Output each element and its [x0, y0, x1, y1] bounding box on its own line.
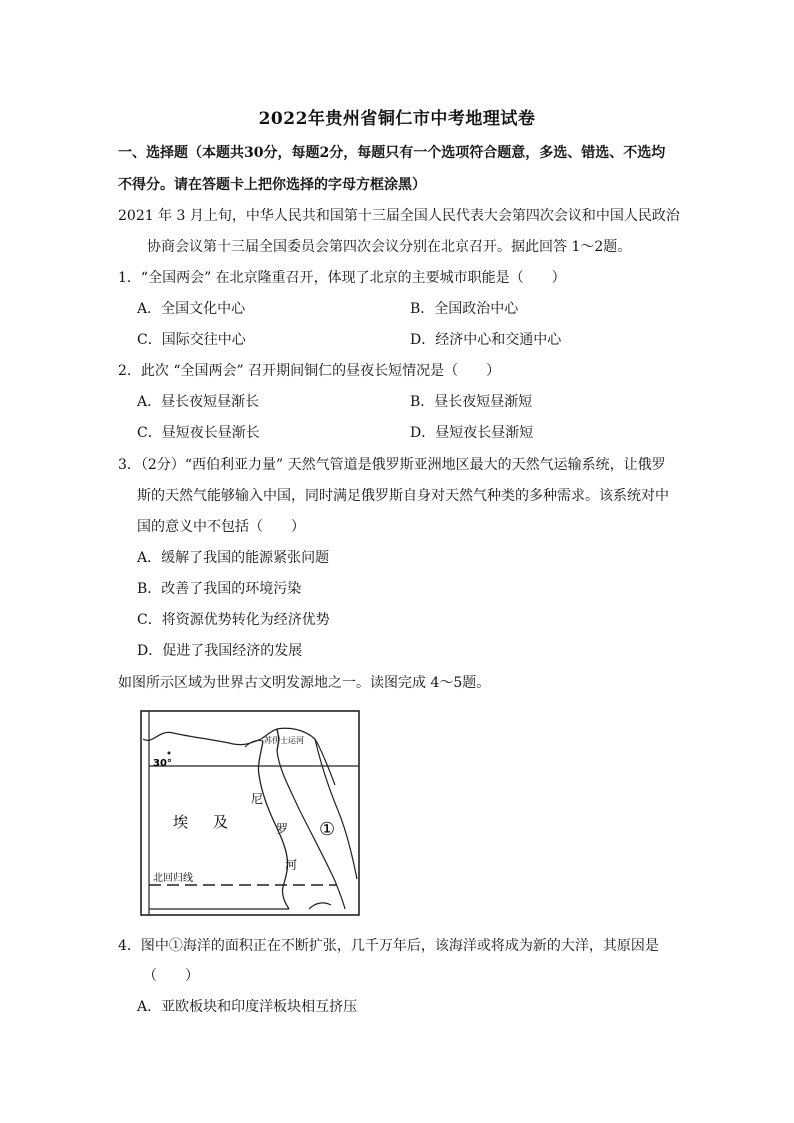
q2-option-b[interactable]: B．昼长夜短昼渐短: [410, 394, 533, 410]
q1-option-b[interactable]: B．全国政治中心: [410, 301, 519, 317]
intro-paragraph-line2: 协商会议第十三届全国委员会第四次会议分别在北京召开。据此回答 1～2题。: [147, 239, 632, 255]
q3-option-c[interactable]: C．将资源优势转化为经济优势: [137, 612, 330, 628]
q3-stem-line1: 3．（2分）“西伯利亚力量” 天然气管道是俄罗斯亚洲地区最大的天然气运输系统，让俄罗: [118, 457, 666, 473]
nile-label-3: 河: [285, 858, 298, 872]
egypt-label-2: 及: [213, 813, 229, 831]
nile-label-1: 尼: [251, 792, 264, 806]
marker-1-label: ①: [319, 819, 336, 840]
coast-tail: [309, 903, 331, 909]
section-heading-line1: 一、选择题（本题共30分，每题2分，每题只有一个选项符合题意，多选、错选、不选均: [118, 145, 666, 161]
intro-paragraph-line1: 2021 年 3 月上旬，中华人民共和国第十三届全国人民代表大会第四次会议和中国人民政治: [118, 208, 680, 224]
q2-stem: 2．此次 “全国两会” 召开期间铜仁的昼夜长短情况是（ ）: [118, 363, 501, 379]
red-sea-east-coast: [315, 739, 357, 879]
q1-option-a[interactable]: A．全国文化中心: [137, 301, 246, 317]
q1-option-d[interactable]: D．经济中心和交通中心: [410, 332, 562, 348]
q2-option-d[interactable]: D．昼短夜长昼渐短: [410, 425, 534, 441]
section-heading-line2: 不得分。请在答题卡上把你选择的字母方框涂黑）: [118, 177, 426, 193]
tropic-label: 北回归线: [153, 873, 193, 884]
q3-stem-line2: 斯的天然气能够输入中国，同时满足俄罗斯自身对天然气种类的多种需求。该系统对中: [137, 488, 669, 504]
q3-stem-line3: 国的意义中不包括（ ）: [137, 519, 305, 535]
egypt-map-figure: [139, 709, 361, 917]
q3-option-d[interactable]: D．促进了我国经济的发展: [137, 643, 303, 659]
suez-canal-label: 苏伊士运河: [264, 736, 304, 745]
coastline: [143, 729, 277, 745]
q4-stem-line2: （ ）: [143, 968, 199, 984]
q4-stem-line1: 4．图中①海洋的面积正在不断扩张，几千万年后，该海洋或将成为新的大洋，其原因是: [118, 938, 659, 954]
egypt-label-1: 埃: [173, 813, 189, 831]
q1-option-c[interactable]: C．国际交往中心: [137, 332, 246, 348]
q3-option-b[interactable]: B．改善了我国的环境污染: [137, 581, 302, 597]
nile-label-2: 罗: [276, 822, 289, 836]
q2-option-a[interactable]: A．昼长夜短昼渐长: [137, 394, 260, 410]
q3-option-a[interactable]: A．缓解了我国的能源紧张问题: [137, 550, 330, 566]
q4-option-a[interactable]: A．亚欧板块和印度洋板块相互挤压: [137, 999, 358, 1015]
city-dot: [168, 752, 171, 755]
q2-option-c[interactable]: C．昼短夜长昼渐长: [137, 425, 260, 441]
q1-stem: 1．“全国两会” 在北京隆重召开，体现了北京的主要城市职能是（ ）: [118, 270, 566, 286]
page-title: 2022年贵州省铜仁市中考地理试卷: [258, 109, 536, 129]
intro2-paragraph: 如图所示区域为世界古文明发源地之一。读图完成 4～5题。: [118, 675, 491, 691]
latitude-30-label: 30°: [153, 758, 172, 769]
